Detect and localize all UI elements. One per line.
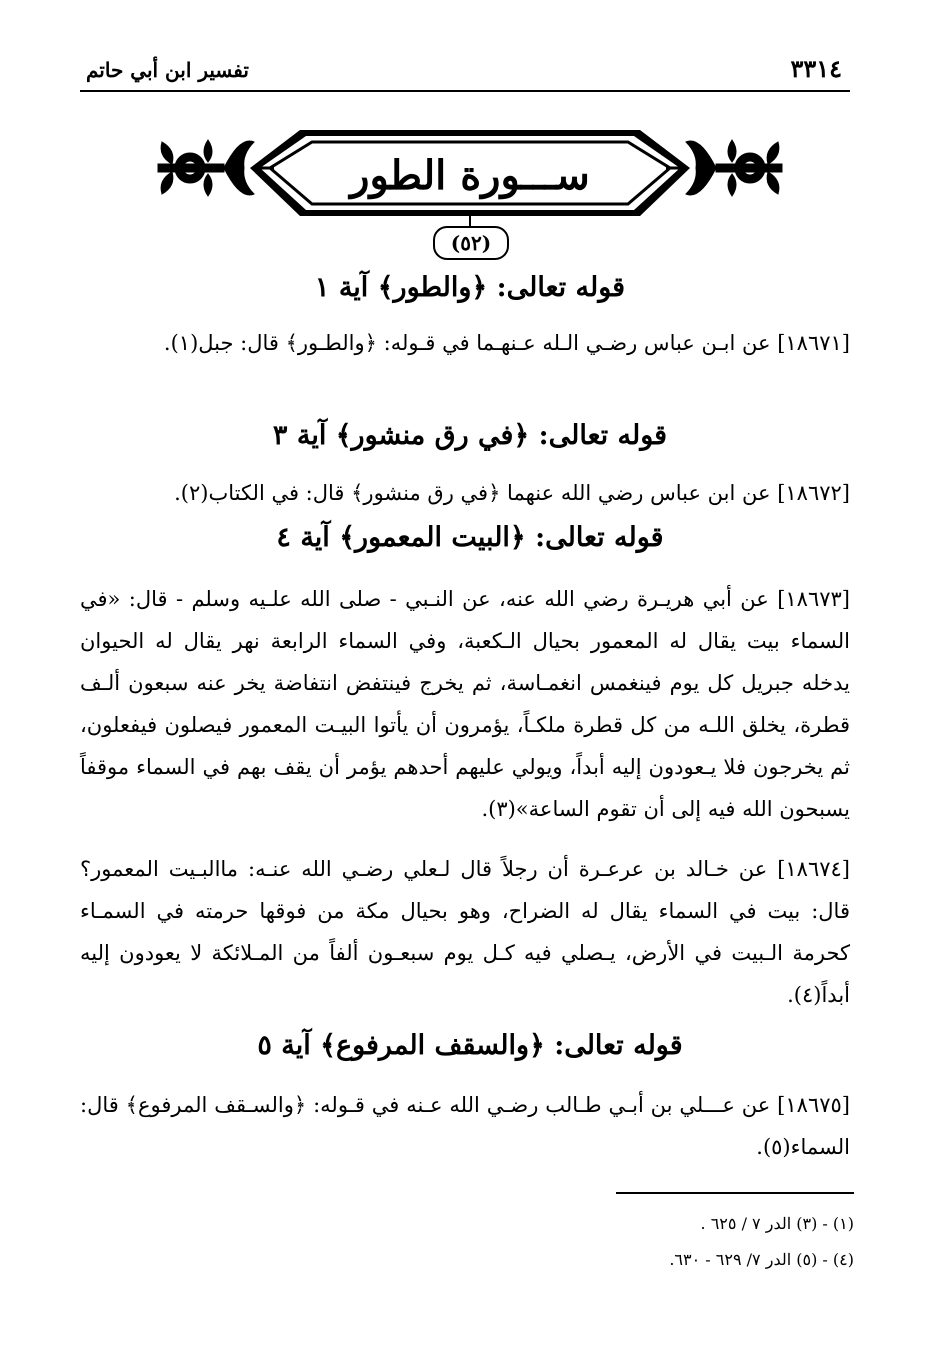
- verse-heading-1: قوله تعالى: ﴿والطور﴾ آية ١: [314, 272, 626, 303]
- page-number: ٣٣١٤: [790, 54, 842, 83]
- footnote-1: (١) - (٣) الدر ٧ / ٦٢٥ .: [700, 1214, 854, 1233]
- verse-heading-3: قوله تعالى: ﴿البيت المعمور﴾ آية ٤: [276, 522, 664, 553]
- hadith-18674: [١٨٦٧٤] عن خـالد بن عرعـرة أن رجلاً قال لـعلي رضـي الله عنـه: ماالبـيت المعمور؟ قال: بيت في السماء يقال له الضراح، وهو بحيال مكة من فوقها حرمته في السمـاء كحرمة الـبيت في الأرض، يـصلي فيه كـل يوم سبعـون ألفاً من المـلائكة لا يعودون إليه أبداً(٤).: [80, 857, 850, 1007]
- running-header: [80, 50, 850, 92]
- hadith-18672: [١٨٦٧٢] عن ابن عباس رضي الله عنهما ﴿في رق منشور﴾ قال: في الكتاب(٢).: [174, 481, 850, 505]
- verse-heading-4: قوله تعالى: ﴿والسقف المرفوع﴾ آية ٥: [257, 1030, 683, 1061]
- hadith-18673: [١٨٦٧٣] عن أبي هريـرة رضي الله عنه، عن النـبي - صلى الله علـيه وسلم - قال: «في السماء بيت يقال له المعمور بحيال الـكعبة، وفي السماء الرابعة نهر يقال له الحيوان يدخله جبريل كل يوم فينغمس انغمـاسة، ثم يخرج فينتفض انتفاضة يخر عنه سبعون ألـف قطرة، يخلق اللـه من كل قطرة ملكـاً، يؤمرون أن يأتوا البيـت المعمور فيصلون فيفعلون، ثم يخرجون فلا يـعودون إليه أبداً، ويولي عليهم أحدهم يؤمر أن يقف بهم في السماء موقفاً يسبحون الله فيه إلى أن تقوم الساعة»(٣).: [80, 587, 850, 821]
- book-title: تفسير ابن أبي حاتم: [86, 58, 249, 82]
- surah-title: ســـورة الطور: [350, 152, 590, 199]
- footnote-divider: [616, 1192, 854, 1194]
- hadith-18675: [١٨٦٧٥] عن عـــلي بن أبـي طـالب رضـي الله عـنه في قـوله: ﴿والسـقف المرفوع﴾ قال: السماء(٥).: [80, 1093, 850, 1159]
- hadith-18671: [١٨٦٧١] عن ابـن عباس رضـي الـله عـنهـما في قـوله: ﴿والطـور﴾ قال: جبل(١).: [163, 331, 850, 355]
- verse-heading-2: قوله تعالى: ﴿في رق منشور﴾ آية ٣: [272, 420, 668, 451]
- surah-number: (٥٢): [433, 226, 509, 260]
- footnote-2: (٤) - (٥) الدر ٧/ ٦٢٩ - ٦٣٠.: [669, 1250, 854, 1269]
- surah-banner: [150, 120, 790, 255]
